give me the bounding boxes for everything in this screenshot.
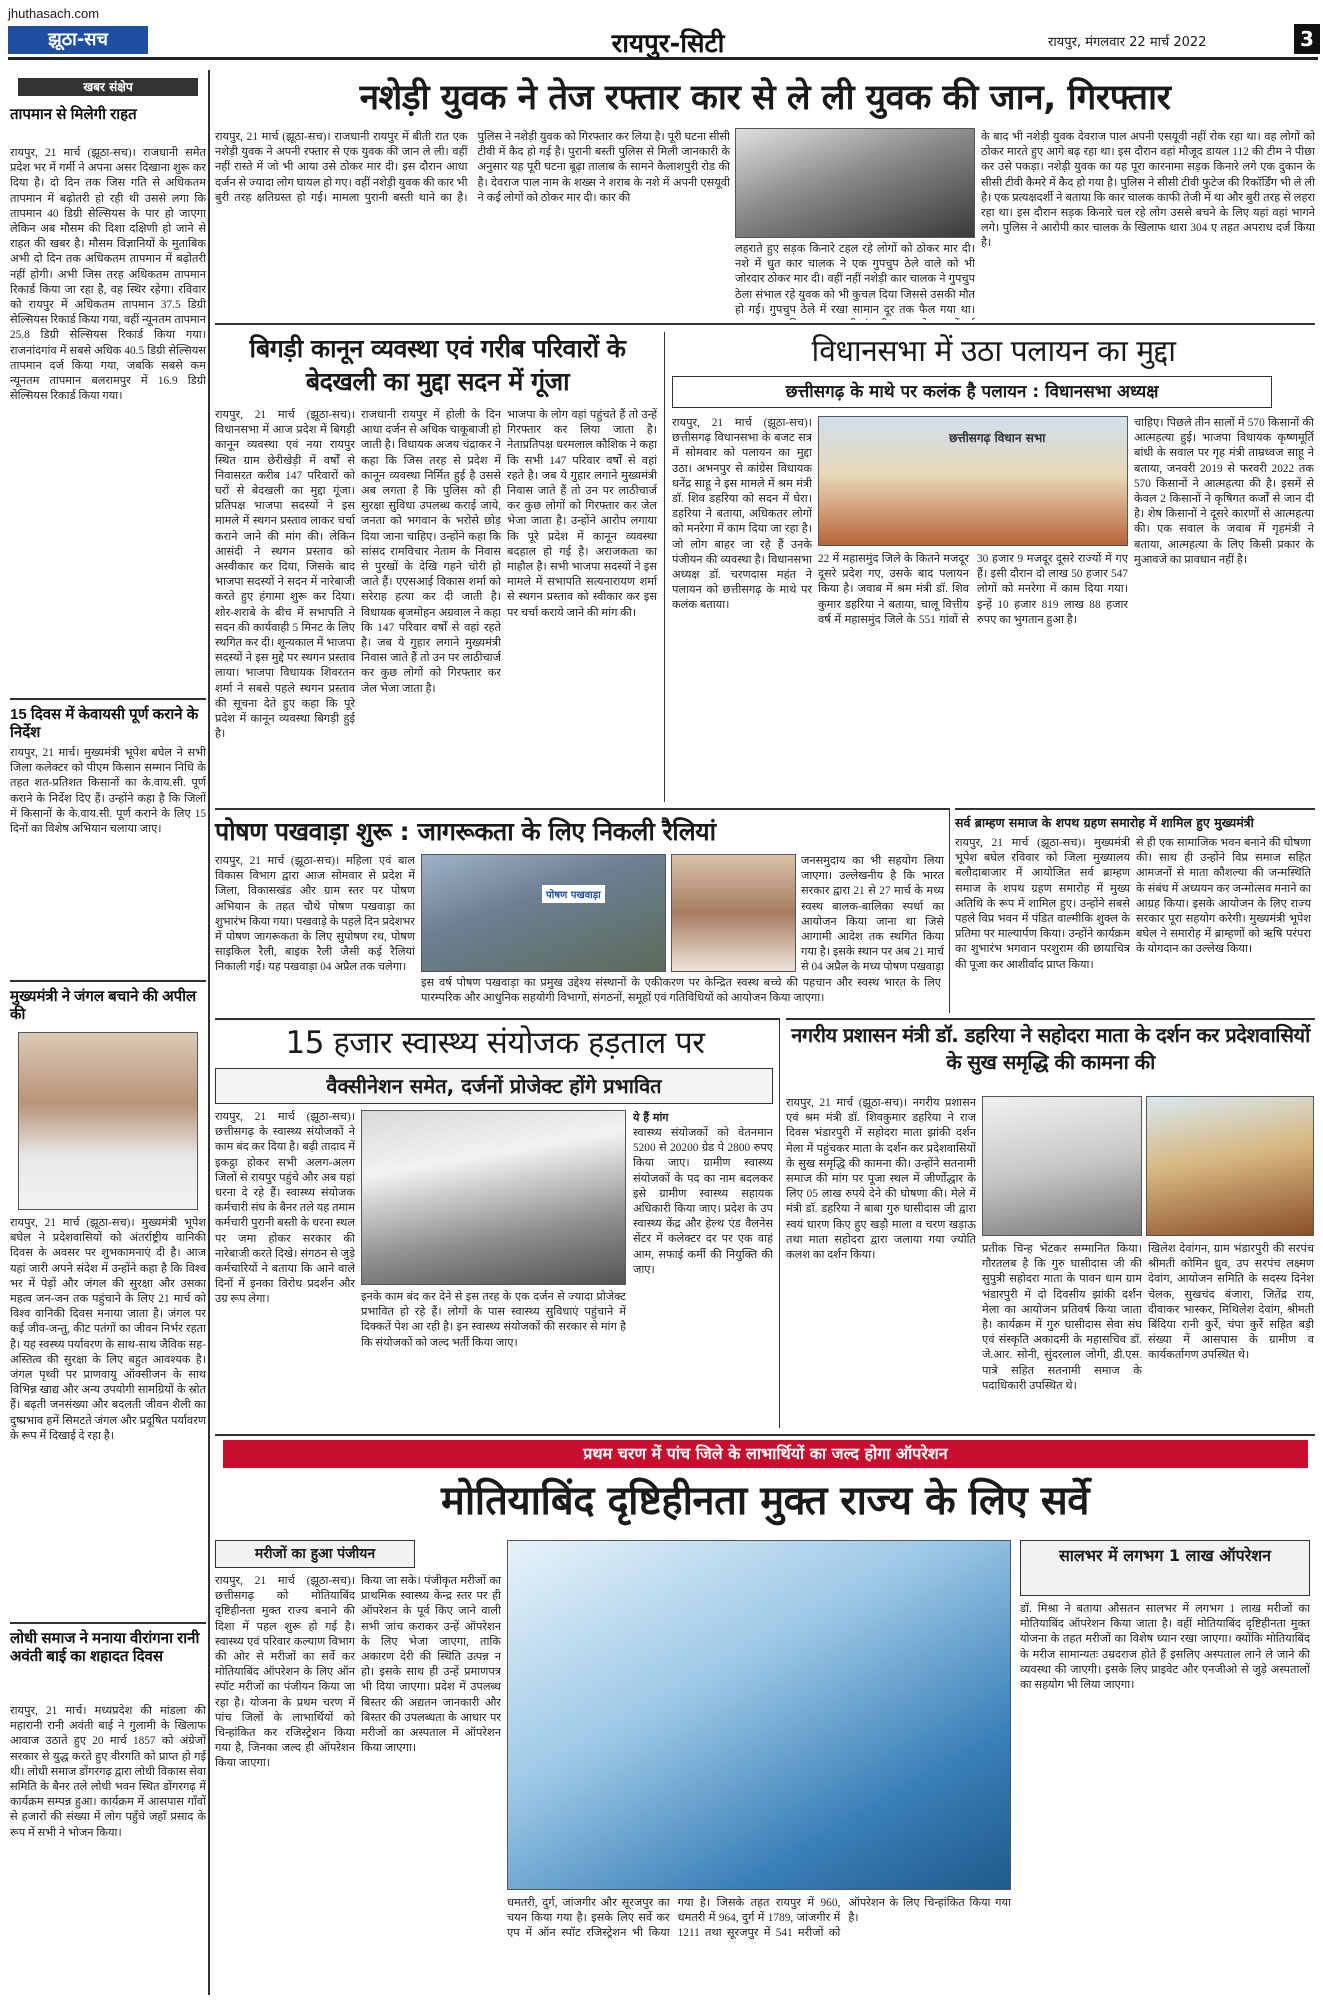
sidebar-label: खबर संक्षेप: [18, 78, 198, 96]
subheadline-box: [215, 1068, 773, 1104]
story-text-col-1: रायपुर, 21 मार्च (झूठा-सच)। नगरीय प्रशासन एवं श्रम मंत्री डॉ. शिवकुमार डहरिया ने राज दिवस भंडारपुरी में सहोदरा माता झांकी दर्शन मेला में पहुंचकर माता के दर्शन कर प्रदेशवासियों के सुख समृद्धि की कामना की। उन्होंने सतनामी समाज की मांग पर पूजा स्थल में जीर्णोद्धार के लिए 05 लाख रुपये देने की घोषणा की। मेले में मंत्री डॉ. डहरिया ने बाबा गुरु घासीदास जी द्वारा स्वयं धारण किए हुए खड़ौ माला व चरण खड़ाऊ तथा माता सहोदरा द्वारा जलाया गया ज्योति कलश का दर्शन किया।: [786, 1097, 976, 1262]
headline: पोषण पखवाड़ा शुरू : जागरूकता के लिए निकली रैलियां: [215, 817, 716, 846]
brief-text-kyc: रायपुर, 21 मार्च। मुख्यमंत्री भूपेश बघेल ने सभी जिला कलेक्टर को पीएम किसान सम्मान निधि के तहत शत-प्रतिशत किसानों का के.वाय.सी. पूर्ण कराने के निर्देश दिए हैं। उन्होंने कहा है कि जिलों में किसानों के के.वाय.सी. पूर्ण कराने के लिए 15 दिनों का विशेष अभियान चलाया जाए।: [10, 747, 206, 836]
story-brahmin-samaj: [955, 808, 1315, 1013]
subheadline-left: मरीजों का हुआ पंजीयन: [254, 1546, 376, 1562]
story-text-col-1: रायपुर, 21 मार्च (झूठा-सच)। मुख्यमंत्री भूपेश बघेल रविवार को जिला मुख्यालय बलौदाबाजार में आयोजित सर्व ब्राम्हण समाज के शपथ ग्रहण समारोह में मुख्य अतिथि के रूप में शामिल हुए। उन्होंने सबसे पहले विप्र भवन में पंडित वाल्मीकि शुक्ल के प्रतिमा पर माल्यार्पण किया। उन्होंने कार्यक्रम का शुभारंभ भगवान परशुराम की छायाचित्र की पूजा कर आशीर्वाद प्राप्त किया।: [955, 837, 1130, 971]
protest-photo: [361, 1110, 626, 1285]
rally-photo-2: [671, 854, 796, 972]
headline: नगरीय प्रशासन मंत्री डॉ. डहरिया ने सहोदरा माता के दर्शन कर प्रदेशवासियों के सुख समृद्धि की कामना की: [791, 1023, 1310, 1074]
story-text-col-3: धमतरी, दुर्ग, जांजगीर और सूरजपुर का चयन किया गया है। इसके लिए सर्वे कर एप में ऑन स्पॉट रजिस्ट्रेशन भी किया गया है। जिसके तहत रायपुर में 960, धमतरी में 964, दुर्ग में 1789, जांजगीर में 1211 तथा सूरजपुर में 541 मरीजों को ऑपरेशन के लिए चिन्हांकित किया गया है।: [507, 1897, 1011, 1940]
story-text-col-4: चाहिए। पिछले तीन सालों में 570 किसानों की आत्महत्या हुई। भाजपा विधायक कृष्णमूर्ति बांधी के सवाल पर गृह मंत्री ताम्रध्वज साहू ने बताया, जनवरी 2019 से फरवरी 2022 तक 570 किसानों ने आत्महत्या की है। इसमें से केवल 2 किसानों ने कृषिगत कर्जों से जान दी है। शेष किसानों ने दूसरे कारणों से आत्महत्या की। एक सवाल के जवाब में गृहमंत्री ने बताया, आत्महत्या के लिए किसी प्रकार के मुआवजे का प्रावधान नहीं है।: [1134, 417, 1314, 566]
story-text-col-3: खिलेश देवांगन, ग्राम भंडारपुरी की सरपंच श्रीमती कोमिन ध्रुव, उप सरपंच लक्ष्मण देवांग, आयोजन समिति के सदस्य दिनेश चेलक, सुखचंद बंजारा, जितेंद्र राय, दीवाकर भास्कर, मिथिलेश देवांग, श्रीमती बिंदिया रानी कुर्रे, चंपा कुर्रे सहित बड़ी संख्या में आसपास के ग्रामीण व कार्यकर्तागण उपस्थित थे।: [1148, 1243, 1314, 1362]
headline: सर्व ब्राम्हण समाज के शपथ ग्रहण समारोह में शामिल हुए मुख्यमंत्री: [955, 815, 1254, 830]
brief-heading-lodhi: लोधी समाज ने मनाया वीरांगना रानी अवंती बाई का शहादत दिवस: [10, 1630, 200, 1665]
story-text-col-2: 22 में महासमुंद जिले के कितने मजदूर दूसरे प्रदेश गए, उसके बाद पलायन किया है। जवाब में श्रम मंत्री डॉ. शिव कुमार डहरिया ने बताया, चालू वित्तीय वर्ष में महासमुंद जिले के 551 गांवों से 30 हजार 9 मजदूर दूसरे राज्यों में गए हैं। इसी दौरान दो लाख 50 हजार 547 लोगों को मनरेगा में काम दिया गया। इन्हें 10 हजार 819 लाख 88 हजार रुपए का भुगतान हुआ है।: [818, 553, 1128, 626]
story-text-col-1: रायपुर, 21 मार्च (झूठा-सच)। विधानसभा में आज प्रदेश में बिगड़ी कानून व्यवस्था एवं नया रायपुर स्थित ग्राम छेरीखेड़ी में वर्षों से निवासरत करीब 147 परिवारों को घरों से बेदखली का मुद्दा गूंजा। प्रतिपक्ष भाजपा सदस्यों ने इस मामले में स्थगन प्रस्ताव लाकर चर्चा कराने जाने की मांग की। लेकिन आसंदी ने स्थगन प्रस्ताव को अस्वीकार कर दिया, जिसके बाद भाजपा सदस्यों ने सदन में नारेबाजी करते हुए हंगामा शुरू कर दिया। शोर-शराबे के बीच में सभापति ने सदन की कार्यवाही 5 मिनट के लिए स्थगित कर दी। शून्यकाल में भाजपा सदस्यों ने इस मुद्दे पर स्थगन प्रस्ताव लाया। भाजपा विधायक शिवरतन शर्मा ने सबसे पहले स्थगन प्रस्ताव की सूचना देते हुए कहा कि पूरे प्रदेश में कानून व्यवस्था बिगड़ी हुई है।: [215, 409, 355, 741]
news-brief-sidebar: [8, 70, 210, 1995]
rally-banner-text: पोषण पखवाड़ा: [542, 885, 605, 903]
assembly-building-photo: [818, 416, 1128, 546]
story-migration: [672, 332, 1315, 802]
masthead: [8, 22, 1318, 60]
headline: बिगड़ी कानून व्यवस्था एवं गरीब परिवारों के बेदखली का मुद्दा सदन में गूंजा: [249, 334, 626, 396]
brief-text-lodhi: रायपुर, 21 मार्च। मध्यप्रदेश की मांडला की महारानी रानी अवंती बाई ने गुलामी के खिलाफ आवाज उठाते हुए 20 मार्च 1857 को अंग्रेजों सरकार से युद्ध करते हुए वीरगति को प्राप्त हो गई थी। लोधी समाज डोंगरगढ़ द्वारा लोधी विकास सेवा समिति के बैनर तले लोधी भवन स्थित डोंगरगढ़ में कार्यक्रम सम्पन्न हुआ। कार्यक्रम में आसपास गाँवों से हजारों की संख्या में लोग पहुँचे जहाँ प्रसाद के रूप में सभी ने भोजन किया।: [10, 1705, 206, 1839]
story-text-col-2: राजधानी रायपुर में होली के दिन आधा दर्जन से अधिक चाकूबाजी हो जाती है। विधायक अजय चंद्राकर ने कहा कि जिस तरह से प्रदेश में कानून व्यवस्था निर्मित हुई है उससे अब लगता है कि पुलिस को ही सुरक्षा सुविधा उपलब्ध कराई जाये, जनता को भगवान के भरोसे छोड़ दिया जाना चाहिए। उन्होंने कहा कि सांसद रामविचार नेताम के निवास से पुरखों के देखि गहने चोरी हो जाते हैं। एएसआई विकास शर्मा को सरेराह हत्या कर दी जाती है। विधायक बृजमोहन अग्रवाल ने कहा कि 147 परिवार वर्षों से वहां रहते है। जब ये गुहार लगाने मुख्यमंत्री निवास जाते हैं तो उन पर लाठीचार्ज कर कुछ लोगों को गिरफ्तार कर जेल भेजा जाता है।: [361, 409, 501, 695]
divider: [10, 698, 206, 700]
subheadline-right: सालभर में लगभग 1 लाख ऑपरेशन: [1058, 1546, 1272, 1565]
story-text-col-4: डॉ. मिश्रा ने बताया औसतन सालभर में लगभग 1 लाख मरीजों का मोतियाबिंद ऑपरेशन किया जाता है। वहीं मोतियाबिंद दृष्टिहीनता मुक्त योजना के तहत मरीजों का विशेष ध्यान रखा जाएगा। क्योंकि मोतियाबिंद के मरीज सामान्यतः उम्रदराज होते हैं इसलिए अस्पताल लाने ले जाने की व्यवस्था की जाएगी। इसके लिए प्राइवेट और एनजीओ से जुड़े अस्पतालों का सहयोग भी लिया जाएगा।: [1020, 1603, 1310, 1692]
story-text-col-2: प्रतीक चिन्ह भेंटकर सम्मानित किया। गौरतलब है कि गुरु घासीदास जी की सुपुत्री सहोदरा माता के पावन धाम ग्राम भंडारपुरी में दो दिवसीय झांकी दर्शन मेला का आयोजन प्रतिवर्ष किया जाता है। कार्यक्रम में गुरु घासीदास सेवा संघ एवं संस्कृति अकादमी के महासचिव डॉ. जे.आर. सोनी, सुंदरलाल जोगी, डी.एस. पात्रे सहित सतनामी समाज के पदाधिकारी उपस्थित थे।: [982, 1243, 1142, 1392]
eye-surgery-photo: [507, 1540, 1011, 1890]
headline: मोतियाबिंद दृष्टिहीनता मुक्त राज्य के लिए सर्वे: [441, 1478, 1089, 1524]
subheadline: वैक्सीनेशन समेत, दर्जनों प्रोजेक्ट होंगे प्रभावित: [326, 1074, 662, 1098]
issue-date: रायपुर, मंगलवार 22 मार्च 2022: [1048, 35, 1207, 50]
subheadline-left-box: [215, 1540, 415, 1568]
headline: नशेड़ी युवक ने तेज रफ्तार कार से ले ली युवक की जान, गिरफ्तार: [359, 78, 1171, 118]
story-text-col-2: से ही एक सामाजिक भवन बनाने की घोषणा की। साथ ही उन्होंने विप्र समाज सहित आमजनों से माता कौशल्या की जन्मस्थिति के संबंध में अध्ययन कर जन्मोत्सव मनाने का आग्रह किया। इसके आयोजन के लिए राज्य सरकार पूरा सहयोग करेगी। मुख्यमंत्री भूपेश बघेल ने समारोह में ब्राम्हणों को ऋषि परंपरा के योगदान का उल्लेख किया।: [1136, 837, 1311, 956]
story-sahodra-mata: [786, 1018, 1315, 1428]
subheadline-box: [672, 376, 1272, 408]
story-text-col-2: जनसमुदाय का भी सहयोग लिया जाएगा। उल्लेखनीय है कि भारत सरकार द्वारा 21 से 27 मार्च के मध्य स्वस्थ बालक-बालिका स्पर्धा का आयोजन किया जाना था जिसे आगामी आदेश तक स्थगित किया गया है। इसके स्थान पर अब 21 मार्च से 04 अप्रैल के मध्य पोषण पखवाड़ा: [801, 855, 944, 974]
demands-label: ये हैं मांग: [633, 1111, 669, 1124]
newspaper-logo: झूठा-सच: [8, 26, 148, 54]
headline: विधानसभा में उठा पलायन का मुद्दा: [811, 334, 1176, 369]
story-text-col-3: स्वास्थ्य संयोजकों को वेतनमान 5200 से 20200 ग्रेड पे 2800 रुपए किया जाए। ग्रामीण स्वास्थ्य संयोजकों के पद का नाम बदलकर इसे ग्रामीण स्वास्थ्य सहायक अधिकारी किया जाए। प्रदेश के उप स्वास्थ्य केंद्र और हेल्थ एंड वैलनेस सेंटर में कलेक्टर दर पर एक वाहं आम, सफाई कर्मी की नियुक्ति की जाए।: [633, 1127, 773, 1276]
photo-caption: इस वर्ष पोषण पखवाड़ा का प्रमुख उद्देश्य संस्थानों के एकीकरण पर केन्द्रित स्वस्थ बच्चे की पहचान और स्वस्थ भारत के लिए पारम्परिक और आधुनिक सहयोगी विभागों, संगठनों, समूहों एवं गतिविधियों को आयोजन किया जाएगा।: [421, 977, 941, 1005]
story-health-strike: [215, 1018, 780, 1428]
brief-text-temperature: रायपुर, 21 मार्च (झूठा-सच)। राजधानी समेत प्रदेश भर में गर्मी ने अपना असर दिखाना शुरू कर दिया है। दो दिन तक जिस गति से अधिकतम तापमान में बढ़ोतरी हो रही थी उससे लगा कि तापमान 40 डिग्री सेल्सियस के पार हो जाएगा लेकिन अब मौसम की दिशा दक्षिणी हो जाने से राहत की खबर है। मौसम विज्ञानियों के मुताबिक अभी दो दिन तक अधिकतम तापमान में बढ़ोतरी नहीं होगी। अभी जिस तरह अधिकतम तापमान रिकार्ड किया जा रहा है, वह स्थिर रहेगा। रविवार को रायपुर में अधिकतम तापमान 37.5 डिग्री सेल्सियस रिकार्ड किया गया, वहीं न्यूनतम तापमान 25.8 डिग्री सेल्सियस रिकार्ड किया गया। राजनांदगांव में सबसे अधिक 40.5 डिग्री सेल्सियस तापमान दर्ज किया गया, जबकि सबसे कम न्यूनतम तापमान बलरामपुर में 16.9 डिग्री सेल्सियस रिकार्ड किया गया।: [10, 147, 206, 403]
rally-photo-1: [421, 854, 666, 972]
story-text-col-3: के बाद भी नशेड़ी युवक देवराज पाल अपनी एसयूवी नहीं रोक रहा था। वह लोगों को ठोकर मारते हुए आगे बढ़ रहा था। इस दौरान वहां मौजूद डायल 112 की टीम ने पीछा कर उसे पकड़ा। नशेड़ी युवक का यह पूरा कारनामा सड़क किनारे लगे एक दुकान के सीसी टीवी कैमरे में कैद हो गया है। पुलिस ने सीसी टीवी फुटेज की रिकॉर्डिंग भी ले ली है। एक प्रत्यक्षदर्शी ने बताया कि कार चालक काफी तेजी में था और बुरी तरह से लहरा रहा था। इस दौरान सड़क किनारे चल रहे लोग उससे बचने के लिए यहां वहां भागने लगे। पुलिस ने आरोपी कार चालक के खिलाफ धारा 304 ए तहत अपराध दर्ज किया है।: [981, 131, 1315, 250]
brief-heading-kyc: 15 दिवस में केवायसी पूर्ण कराने के निर्देश: [10, 706, 199, 741]
story-text-col-2: इनके काम बंद कर देने से इस तरह के एक दर्जन से ज्यादा प्रोजेक्ट प्रभावित हो रहे हैं। लोगों के पास स्वास्थ्य सुविधाएं पहुंचाने में दिक्कतें पेश आ रही है। इन स्वास्थ्य संयोजकों की सरकार से मांग है कि संयोजकों को जल्द भर्ती किया जाए।: [361, 1291, 626, 1349]
story-drunk-driver: [215, 70, 1315, 325]
story-text-col-2: किया जा सके। पंजीकृत मरीजों का प्राथमिक स्वास्थ्य केन्द्र स्तर पर ही ऑपरेशन के पूर्व किए जाने वाली सभी जांच कराकर उन्हें ऑपरेशन के लिए भेजा जाएगा, ताकि अकारण देरी की स्थिति उत्पन्न न हो। इसके साथ ही उन्हें प्रमाणपत्र भी दिया जाएगा। प्रदेश में उपलब्ध बिस्तर की अद्यतन जानकारी और बिस्तर की उपलब्धता के आधार पर मरीजों का अस्पताल में ऑपरेशन किया जाएगा।: [361, 1575, 501, 1755]
story-law-and-order: [215, 332, 665, 802]
subheadline-right-box: [1020, 1540, 1310, 1596]
cctv-car-photo: [735, 128, 975, 238]
site-url[interactable]: jhuthasach.com: [8, 6, 100, 21]
story-text-col-2: लहराते हुए सड़क किनारे टहल रहे लोगों को ठोकर मार दी। नशे में धुत कार चालक ने एक गुपचुप ठेले वाले को भी जोरदार ठोकर मार दी। वहीं नहीं नशेड़ी कार चालक ने गुपचुप ठेला संभाल रहे युवक को भी कुचल दिया जिससे उसकी मौत हो गई। गुपचुप ठेले में रखा सामान दूर तक फैल गया था।: [735, 243, 975, 316]
divider: [10, 1622, 206, 1624]
brief-heading-forest: मुख्यमंत्री ने जंगल बचाने की अपील की: [10, 988, 197, 1023]
headline: 15 हजार स्वास्थ्य संयोजक हड़ताल पर: [285, 1025, 705, 1061]
story-cataract-survey: [215, 1434, 1315, 1994]
story-text-col-1: रायपुर, 21 मार्च (झूठा-सच)। राजधानी रायपुर में बीती रात एक नशेड़ी युवक ने अपनी रफ्तार से एक युवक की जान ले ली। वहीं नहीं रास्ते में जो भी आया उसे ठोकर मार दी। इस दौरान आधा दर्जन से ज्यादा लोग घायल हो गए। वहीं नशेड़ी युवक की कार भी बुरी तरह क्षतिग्रस्त हो गई। मामला पुरानी बस्ती थाने का है। पुलिस ने नशेड़ी युवक को गिरफ्तार कर लिया है। पूरी घटना सीसी टीवी में कैद हो गई है। पुरानी बस्ती पुलिस से मिली जानकारी के अनुसार यह पूरी घटना बूढ़ा तालाब के सामने कैलाशपुरी रोड की है। देवराज पाल नाम के शख्स ने शराब के नशे में अपनी एसयूवी ने कई लोगों को ठोकर मार दी। कार की: [215, 131, 730, 204]
minister-event-photo-1: [982, 1096, 1142, 1236]
brief-heading-temperature: तापमान से मिलेगी राहत: [10, 106, 137, 123]
story-nutrition-fortnight: [215, 808, 950, 1013]
story-text-col-1: रायपुर, 21 मार्च (झूठा-सच)। छत्तीसगढ़ के स्वास्थ्य संयोजकों ने काम बंद कर दिया है। बढ़ी तादाद में इकट्ठा होकर सभी अलग-अलग जिलों से रायपुर पहुंचे और अब यहां धरना दे रहे हैं। स्वास्थ्य संयोजक कर्मचारी संघ के बैनर तले यह तमाम कर्मचारी पुरानी बस्ती के धरना स्थल पर जमा होकर सरकार की नारेबाजी करते दिखे। संगठन से जुड़े कर्मचारियों ने बताया कि आने वाले दिनों में इनका विरोध प्रदर्शन और उग्र रूप लेगा।: [215, 1111, 355, 1306]
story-text-col-1: रायपुर, 21 मार्च (झूठा-सच)। छत्तीसगढ़ को मोतियाबिंद दृष्टिहीनता मुक्त राज्य बनाने की दिशा में पहल शुरू हो गई है। स्वास्थ्य एवं परिवार कल्याण विभाग की ओर से मरीजों का सर्वे कर मोतियाबिंद ऑपरेशन के लिए ऑन स्पॉट मरीजों का पंजीयन किया जा रहा है। योजना के प्रथम चरण में पांच जिलों के लाभार्थियों को चिन्हांकित कर रजिस्ट्रेशन किया गया है, जिनका जल्द ही ऑपरेशन किया जाएगा।: [215, 1575, 355, 1770]
minister-event-photo-2: [1146, 1096, 1314, 1236]
subheadline: छत्तीसगढ़ के माथे पर कलंक है पलायन : विधानसभा अध्यक्ष: [785, 382, 1159, 402]
story-text-col-1: रायपुर, 21 मार्च (झूठा-सच)। महिला एवं बाल विकास विभाग द्वारा आज सोमवार से प्रदेश में जिला, विकासखंड और ग्राम स्तर पर पोषण अभियान के तहत चौथे पोषण पखवाड़ा का शुभारंभ किया गया। पखवाड़े के पहले दिन प्रदेशभर में पोषण जागरूकता के लिए सुपोषण रथ, पोषण साइकिल रैली, बाइक रैली जैसी कई रैलियां निकाली गई। यह पखवाड़ा 04 अप्रैल तक चलेगा।: [215, 855, 415, 974]
page-number: 3: [1294, 24, 1320, 54]
brief-text-forest: रायपुर, 21 मार्च (झूठा-सच)। मुख्यमंत्री भूपेश बघेल ने प्रदेशवासियों को अंतर्राष्ट्रीय वानिकी दिवस के अवसर पर शुभकामनाएं दी है। आज यहां जारी अपने संदेश में उन्होंने कहा है कि विश्व भर में पेड़ों और जंगल की सुरक्षा और उसका महत्व जन-जन तक पहुंचाने के लिए 21 मार्च को विश्व वानिकी दिवस मनाया जाता है। जंगल पर कई जीव-जन्तु, कीट पतंगों का जीवन निर्भर रहता है। यह स्वस्थ्य पर्यावरण के साथ-साथ जैविक सह-अस्तित्व की सुरक्षा के लिए बहुत आवश्यक है। जंगल पृथ्वी पर प्राणवायु ऑक्सीजन के साथ विभिन्न खाद्य और अन्य उपयोगी सामग्रियों के स्रोत हैं। बढ़ती जनसंख्या और बदलती जीवन शैली का दुष्प्रभाव हमें सिमटते जंगल और प्रदूषित पर्यावरण के रूप में दिखाई दे रहा है।: [10, 1217, 206, 1442]
story-text-col-1: रायपुर, 21 मार्च (झूठा-सच)। छत्तीसगढ़ विधानसभा के बजट सत्र में सोमवार को पलायन का मुद्दा उठा। अभनपुर से कांग्रेस विधायक धनेंद्र साहू ने इस मामले में श्रम मंत्री डॉ. शिव डहरिया को सदन में घेरा। डहरिया ने बताया, अधिकतर लोगों को मनरेगा में काम दिया जा रहा है। जो लोग बाहर जा रहे हैं उनके पंजीयन की व्यवस्था है। विधानसभा अध्यक्ष डॉ. चरणदास महंत ने पलायन को छत्तीसगढ़ के माथे पर कलंक बताया।: [672, 417, 812, 612]
chief-minister-photo: [18, 1032, 198, 1210]
page-section-title: रायपुर-सिटी: [611, 29, 725, 59]
divider: [10, 980, 206, 982]
kicker-band: प्रथम चरण में पांच जिले के लाभार्थियों का जल्द होगा ऑपरेशन: [223, 1440, 1308, 1468]
assembly-sign-text: छत्तीसगढ़ विधान सभा: [949, 431, 1046, 445]
story-text-col-3: भाजपा के लोग वहां पहुंचते हैं तो उन्हें गिरफ्तार कर लिया जाता है। नेताप्रतिपक्ष धरमलाल कौशिक ने कहा कि सभी 147 परिवार वर्षों से वहां रहते है। जब ये गुहार लगाने मुख्यमंत्री निवास जाते हैं तो उन पर लाठीचार्ज कर कुछ लोगों को गिरफ्तार कर जेल भेजा जाता है। उन्होंने आरोप लगाया कि पूरे प्रदेश में कानून व्यवस्था बदहाल हो गई है। अराजकता का माहौल है। सभी भाजपा सदस्यों ने इस मामले में सभापति सत्यनारायण शर्मा से स्थगन प्रस्ताव को स्वीकार कर इस पर चर्चा कराये जाने की मांग की।: [507, 409, 657, 619]
